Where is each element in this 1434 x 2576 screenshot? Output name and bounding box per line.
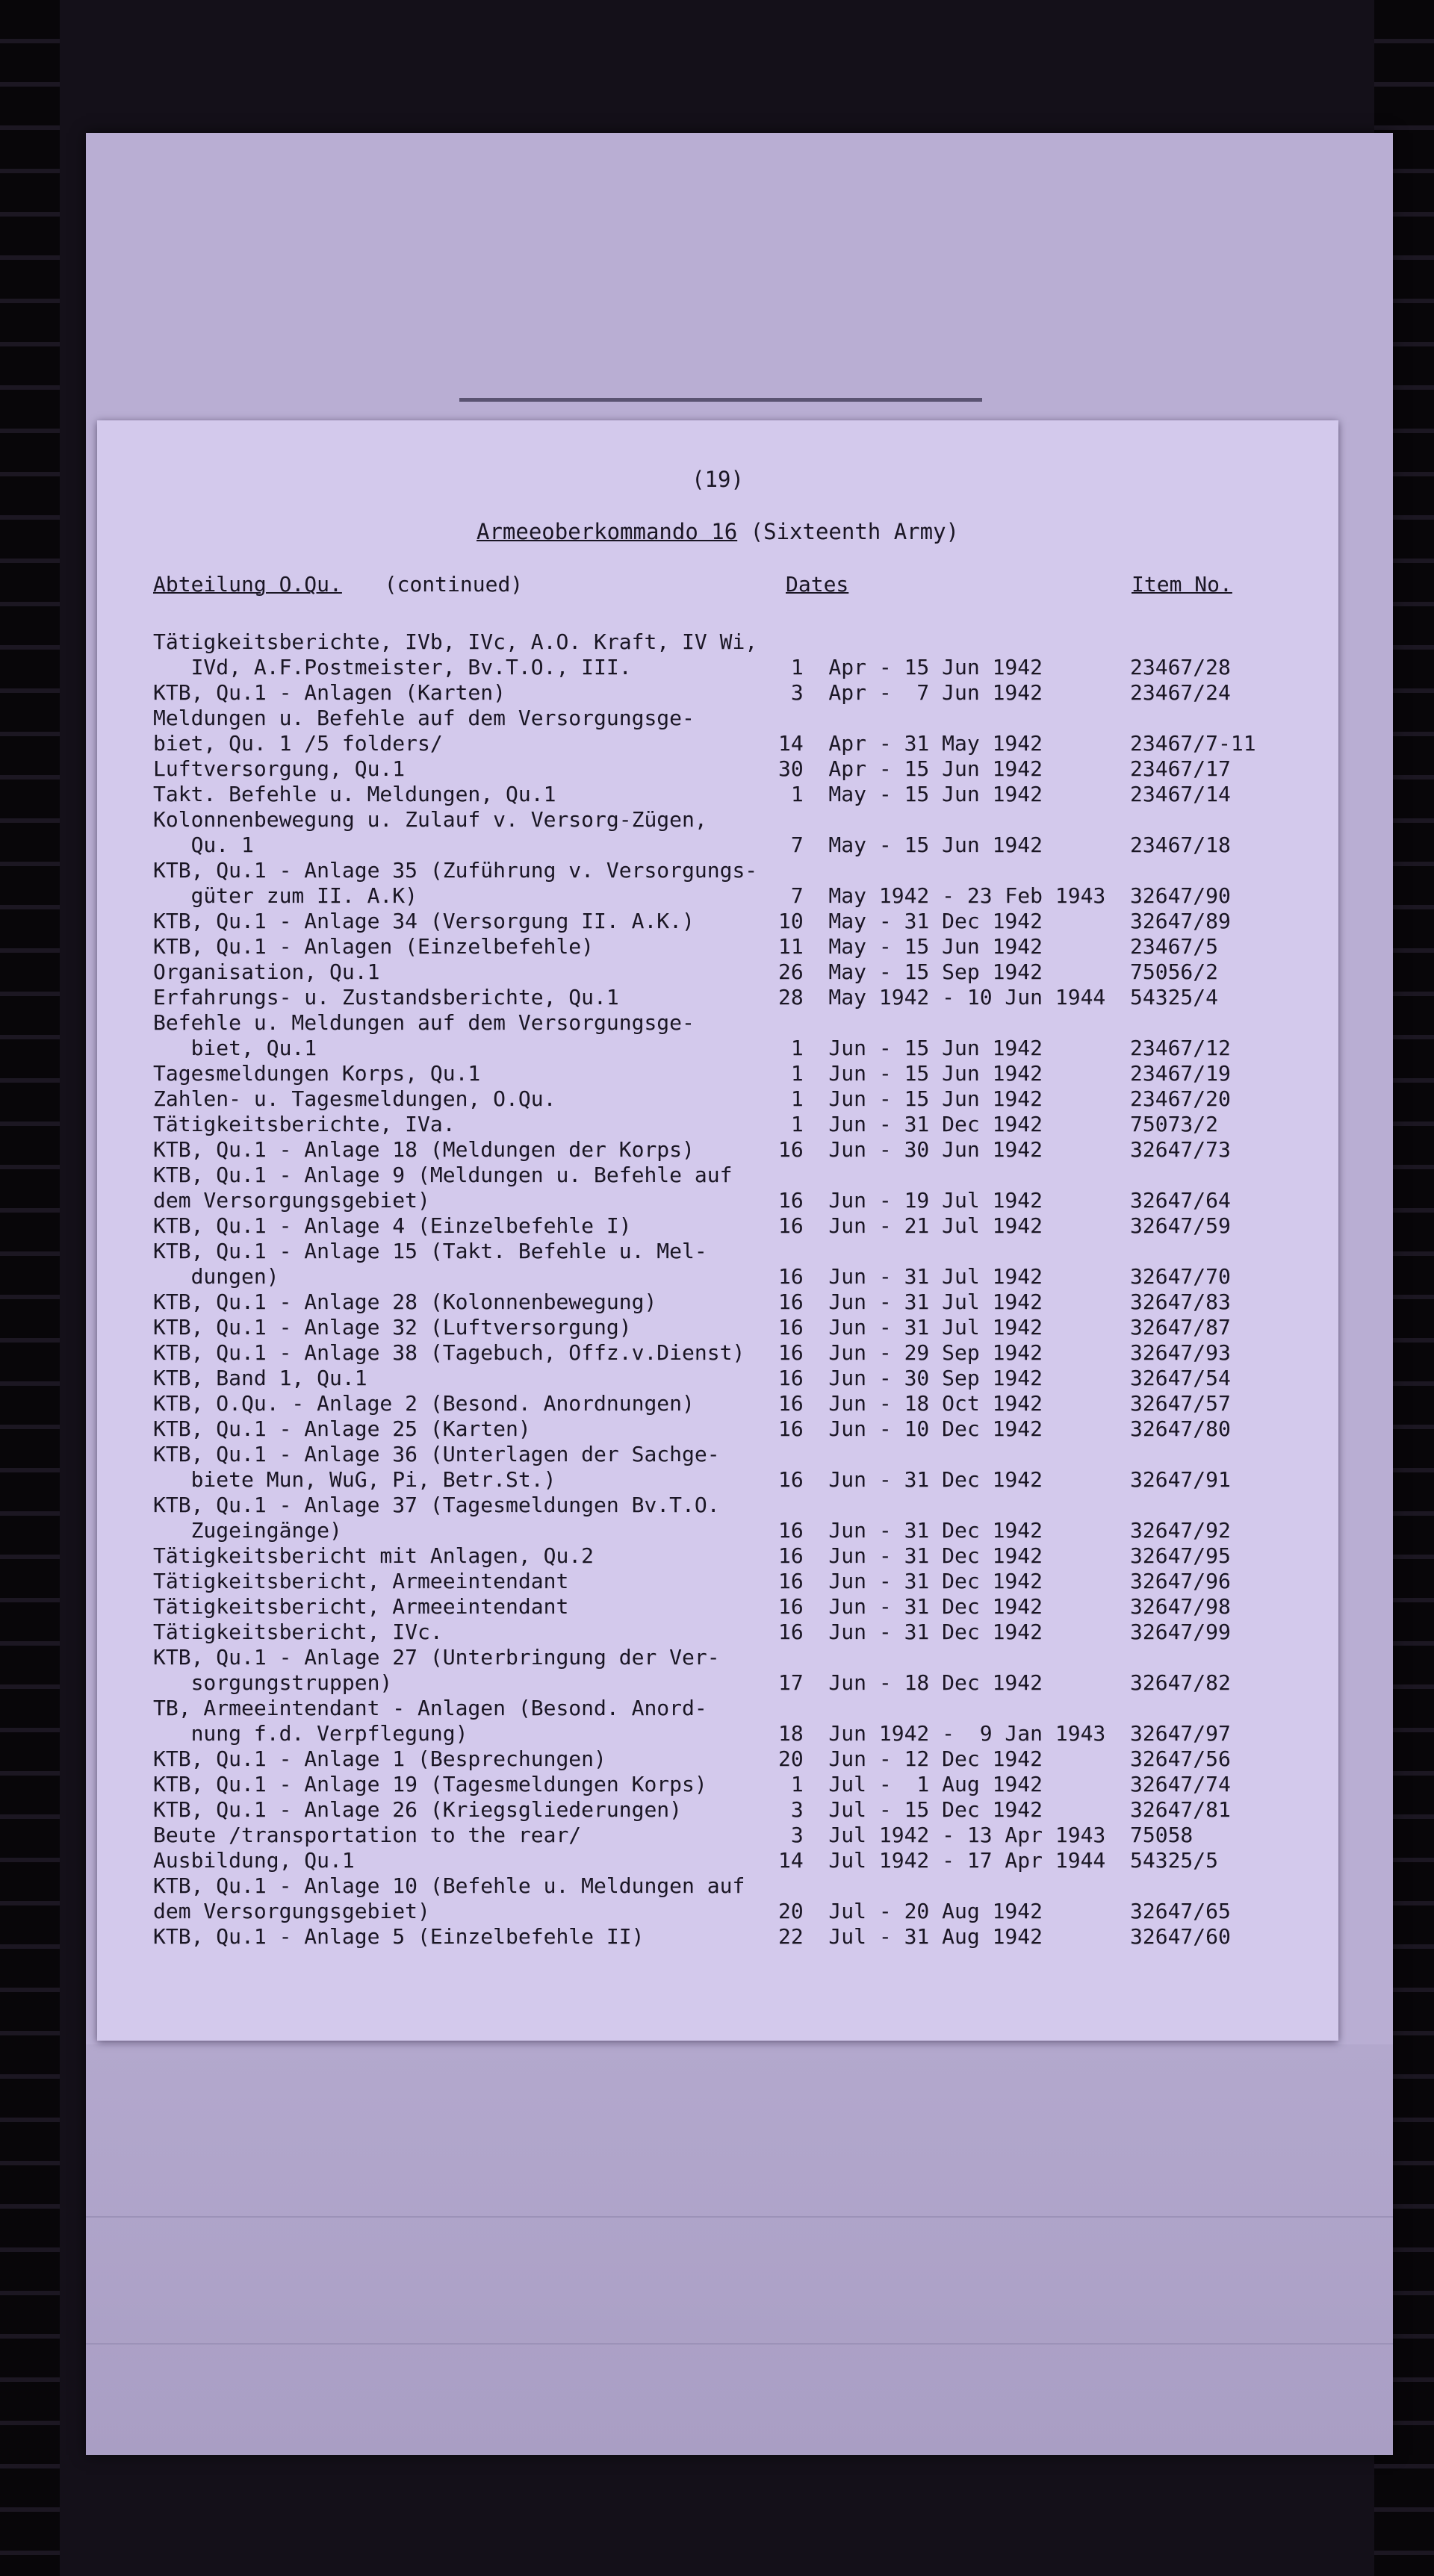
entry-description (153, 1239, 707, 1289)
entry-description-line: Tätigkeitsbericht, IVc. (153, 1620, 443, 1644)
entry-description (153, 629, 757, 680)
entry-description-line: KTB, Qu.1 - Anlage 38 (Tagebuch, Offz.v.Dienst) (153, 1340, 745, 1365)
entry-description-line: Tagesmeldungen Korps, Qu.1 (153, 1061, 481, 1086)
entry-description-line: KTB, Qu.1 - Anlage 10 (Befehle u. Meldungen auf (153, 1873, 745, 1898)
entry-description (153, 807, 707, 858)
list-item (97, 1366, 1338, 1391)
entry-description-line: biete Mun, WuG, Pi, Betr.St.) (153, 1467, 556, 1492)
list-item (97, 1569, 1338, 1594)
entry-description-line: KTB, Qu.1 - Anlage 5 (Einzelbefehle II) (153, 1924, 645, 1949)
entry-description-line: KTB, Qu.1 - Anlage 15 (Takt. Befehle u. Mel- (153, 1239, 707, 1263)
document-page (97, 420, 1338, 2041)
list-item (97, 1848, 1338, 1873)
entry-item-number: 32647/87 (1130, 1315, 1231, 1340)
entry-item-number: 23467/7-11 (1130, 731, 1256, 756)
list-item (97, 1315, 1338, 1340)
entry-description-line: KTB, O.Qu. - Anlage 2 (Besond. Anordnungen) (153, 1391, 695, 1416)
entry-dates: 16 Jun - 10 Dec 1942 (778, 1416, 1043, 1441)
entry-description-line: KTB, Qu.1 - Anlage 1 (Besprechungen) (153, 1746, 606, 1771)
entry-dates: 16 Jun - 31 Dec 1942 (778, 1569, 1043, 1593)
list-item (97, 1061, 1338, 1086)
entry-dates: 16 Jun - 31 Jul 1942 (778, 1264, 1043, 1289)
entry-description-line: güter zum II. A.K) (153, 883, 418, 908)
list-item (97, 1163, 1338, 1213)
entry-description-line: KTB, Qu.1 - Anlage 25 (Karten) (153, 1416, 531, 1441)
entry-description-line: TB, Armeeintendant - Anlagen (Besond. Anord- (153, 1696, 707, 1720)
list-item (97, 1797, 1338, 1823)
entry-item-number: 32647/89 (1130, 909, 1231, 933)
list-item (97, 1442, 1338, 1493)
entry-item-number: 32647/81 (1130, 1797, 1231, 1822)
entry-item-number: 54325/4 (1130, 985, 1219, 1009)
entry-description-line: KTB, Qu.1 - Anlage 18 (Meldungen der Korps) (153, 1137, 695, 1162)
list-item (97, 1137, 1338, 1163)
entry-description-line: KTB, Qu.1 - Anlage 28 (Kolonnenbewegung) (153, 1289, 657, 1314)
entry-description (153, 1061, 480, 1086)
entry-item-number: 32647/54 (1130, 1366, 1231, 1390)
entry-description-line: Tätigkeitsbericht mit Anlagen, Qu.2 (153, 1543, 595, 1568)
entry-dates: 11 May - 15 Jun 1942 (778, 934, 1043, 959)
entry-description (153, 1543, 594, 1569)
list-item (97, 1340, 1338, 1366)
entry-item-number: 32647/64 (1130, 1188, 1231, 1213)
entry-item-number: 75073/2 (1130, 1112, 1219, 1136)
entry-description (153, 1873, 745, 1924)
entry-dates: 16 Jun - 30 Jun 1942 (778, 1137, 1043, 1162)
entry-dates: 3 Jul - 15 Dec 1942 (778, 1797, 1043, 1822)
entry-description-line: KTB, Qu.1 - Anlage 27 (Unterbringung der Ver- (153, 1645, 720, 1670)
entry-item-number: 32647/60 (1130, 1924, 1231, 1949)
entry-item-number: 32647/70 (1130, 1264, 1231, 1289)
entry-dates: 26 May - 15 Sep 1942 (778, 959, 1043, 984)
entry-description (153, 959, 379, 985)
section-label: Abteilung O.Qu. (153, 572, 342, 597)
entry-item-number: 32647/57 (1130, 1391, 1231, 1416)
entry-description (153, 1493, 720, 1543)
entry-description (153, 858, 757, 909)
document-title (97, 519, 1338, 544)
entry-description (153, 1213, 632, 1239)
list-item (97, 1416, 1338, 1442)
entry-dates: 16 Jun - 19 Jul 1942 (778, 1188, 1043, 1213)
entry-description-line: Tätigkeitsberichte, IVa. (153, 1112, 456, 1136)
entry-dates: 16 Jun - 21 Jul 1942 (778, 1213, 1043, 1238)
entry-dates: 3 Apr - 7 Jun 1942 (778, 680, 1043, 705)
entry-description-line: KTB, Qu.1 - Anlage 34 (Versorgung II. A.K.) (153, 909, 695, 933)
entry-dates: 16 Jun - 30 Sep 1942 (778, 1366, 1043, 1390)
entry-description-line: KTB, Qu.1 - Anlage 4 (Einzelbefehle I) (153, 1213, 632, 1238)
list-item (97, 756, 1338, 782)
entry-description (153, 1163, 732, 1213)
entry-dates: 30 Apr - 15 Jun 1942 (778, 756, 1043, 781)
list-item (97, 1493, 1338, 1543)
entry-description-line: Meldungen u. Befehle auf dem Versorgungsge- (153, 706, 695, 730)
entry-dates: 16 Jun - 31 Dec 1942 (778, 1620, 1043, 1644)
entry-dates: 16 Jun - 29 Sep 1942 (778, 1340, 1043, 1365)
entry-item-number: 32647/98 (1130, 1594, 1231, 1619)
entry-dates: 16 Jun - 31 Dec 1942 (778, 1518, 1043, 1543)
entry-dates: 18 Jun 1942 - 9 Jan 1943 (778, 1721, 1106, 1746)
entry-description-line: KTB, Qu.1 - Anlage 32 (Luftversorgung) (153, 1315, 632, 1340)
separator-rule (459, 398, 982, 402)
entry-item-number: 32647/92 (1130, 1518, 1231, 1543)
entry-item-number: 23467/28 (1130, 655, 1231, 679)
fold-line (86, 2216, 1393, 2218)
entry-description (153, 1620, 443, 1645)
list-item (97, 909, 1338, 934)
entry-description-line: Ausbildung, Qu.1 (153, 1848, 355, 1873)
entry-description-line: sorgungstruppen) (153, 1670, 393, 1695)
film-edge-left (0, 0, 60, 2576)
entry-dates: 14 Apr - 31 May 1942 (778, 731, 1043, 756)
entry-description (153, 706, 695, 756)
list-item (97, 1645, 1338, 1696)
entry-dates: 10 May - 31 Dec 1942 (778, 909, 1043, 933)
list-item (97, 1772, 1338, 1797)
entry-description-line: Erfahrungs- u. Zustandsberichte, Qu.1 (153, 985, 619, 1009)
entry-dates: 16 Jun - 18 Oct 1942 (778, 1391, 1043, 1416)
entry-description (153, 1772, 707, 1797)
entry-item-number: 23467/20 (1130, 1086, 1231, 1111)
entry-description-line: dem Versorgungsgebiet) (153, 1899, 430, 1923)
entry-dates: 28 May 1942 - 10 Jun 1944 (778, 985, 1106, 1009)
entry-dates: 17 Jun - 18 Dec 1942 (778, 1670, 1043, 1695)
list-item (97, 1213, 1338, 1239)
entry-item-number: 32647/56 (1130, 1746, 1231, 1771)
entry-item-number: 23467/17 (1130, 756, 1231, 781)
entry-description (153, 1645, 720, 1696)
entry-dates: 1 Jun - 15 Jun 1942 (778, 1061, 1043, 1086)
entry-description (153, 1797, 682, 1823)
entry-item-number: 32647/90 (1130, 883, 1231, 908)
entry-dates: 20 Jul - 20 Aug 1942 (778, 1899, 1043, 1923)
entry-dates: 3 Jul 1942 - 13 Apr 1943 (778, 1823, 1106, 1847)
entry-description (153, 1340, 745, 1366)
entry-dates: 1 May - 15 Jun 1942 (778, 782, 1043, 806)
list-item (97, 934, 1338, 959)
dates-column-header: Dates (786, 572, 849, 597)
list-item (97, 1823, 1338, 1848)
item-column-header: Item No. (1132, 572, 1232, 597)
entry-description-line: Befehle u. Meldungen auf dem Versorgungsge- (153, 1010, 695, 1035)
entry-item-number: 32647/93 (1130, 1340, 1231, 1365)
entry-item-number: 23467/19 (1130, 1061, 1231, 1086)
entry-item-number: 32647/95 (1130, 1543, 1231, 1568)
entry-description-line: KTB, Qu.1 - Anlage 37 (Tagesmeldungen Bv.T.O. (153, 1493, 720, 1517)
entry-dates: 1 Apr - 15 Jun 1942 (778, 655, 1043, 679)
list-item (97, 1289, 1338, 1315)
entry-description-line: biet, Qu. 1 /5 folders/ (153, 731, 443, 756)
entry-dates: 16 Jun - 31 Jul 1942 (778, 1289, 1043, 1314)
entry-dates: 1 Jul - 1 Aug 1942 (778, 1772, 1043, 1796)
entry-description (153, 1848, 355, 1873)
entry-description-line: Zugeingänge) (153, 1518, 342, 1543)
list-item (97, 1924, 1338, 1950)
entry-item-number: 32647/99 (1130, 1620, 1231, 1644)
list-item (97, 1112, 1338, 1137)
list-item (97, 858, 1338, 909)
entry-description (153, 1366, 367, 1391)
entry-item-number: 54325/5 (1130, 1848, 1219, 1873)
entry-description-line: dungen) (153, 1264, 279, 1289)
title-subtitle: (Sixteenth Army) (750, 519, 960, 544)
list-item (97, 782, 1338, 807)
entry-description (153, 985, 619, 1010)
entry-description (153, 680, 506, 706)
entry-description (153, 909, 695, 934)
entry-list (97, 629, 1338, 1950)
entry-description-line: Luftversorgung, Qu.1 (153, 756, 406, 781)
entry-description (153, 1112, 456, 1137)
list-item (97, 985, 1338, 1010)
entry-description (153, 1010, 695, 1061)
entry-item-number: 23467/14 (1130, 782, 1231, 806)
list-item (97, 959, 1338, 985)
entry-description (153, 1924, 644, 1950)
list-item (97, 706, 1338, 756)
entry-description (153, 756, 405, 782)
entry-item-number: 23467/12 (1130, 1036, 1231, 1060)
entry-description (153, 1442, 720, 1493)
entry-description (153, 1594, 568, 1620)
entry-description (153, 1696, 707, 1746)
entry-item-number: 32647/73 (1130, 1137, 1231, 1162)
entry-description-line: KTB, Qu.1 - Anlage 9 (Meldungen u. Befehle auf (153, 1163, 733, 1187)
entry-item-number: 23467/5 (1130, 934, 1219, 959)
entry-dates: 1 Jun - 15 Jun 1942 (778, 1036, 1043, 1060)
entry-description (153, 1746, 606, 1772)
entry-description (153, 1391, 695, 1416)
entry-description (153, 934, 594, 959)
entry-description (153, 1137, 695, 1163)
entry-description-line: KTB, Qu.1 - Anlage 19 (Tagesmeldungen Korps) (153, 1772, 707, 1796)
entry-item-number: 23467/24 (1130, 680, 1231, 705)
list-item (97, 629, 1338, 680)
entry-description (153, 1086, 556, 1112)
entry-description-line: Beute /transportation to the rear/ (153, 1823, 582, 1847)
entry-item-number: 32647/74 (1130, 1772, 1231, 1796)
entry-description-line: KTB, Qu.1 - Anlage 35 (Zuführung v. Versorgungs- (153, 858, 758, 883)
entry-description (153, 1823, 581, 1848)
backing-lower-band (86, 2044, 1393, 2455)
entry-dates: 16 Jun - 31 Dec 1942 (778, 1594, 1043, 1619)
entry-item-number: 32647/91 (1130, 1467, 1231, 1492)
entry-description-line: Tätigkeitsbericht, Armeeintendant (153, 1569, 569, 1593)
list-item (97, 1391, 1338, 1416)
entry-description-line: KTB, Qu.1 - Anlagen (Karten) (153, 680, 506, 705)
entry-item-number: 23467/18 (1130, 833, 1231, 857)
list-item (97, 1594, 1338, 1620)
section-heading (153, 572, 523, 597)
entry-dates: 7 May - 15 Jun 1942 (778, 833, 1043, 857)
entry-description-line: Organisation, Qu.1 (153, 959, 380, 984)
page-number: (19) (692, 467, 744, 492)
entry-description-line: Kolonnenbewegung u. Zulauf v. Versorg-Zügen, (153, 807, 707, 832)
entry-description-line: KTB, Qu.1 - Anlage 26 (Kriegsgliederungen) (153, 1797, 683, 1822)
entry-description-line: Tätigkeitsbericht, Armeeintendant (153, 1594, 569, 1619)
entry-description (153, 1289, 657, 1315)
entry-description-line: KTB, Qu.1 - Anlage 36 (Unterlagen der Sachge- (153, 1442, 720, 1466)
entry-item-number: 32647/97 (1130, 1721, 1231, 1746)
entry-item-number: 32647/83 (1130, 1289, 1231, 1314)
entry-dates: 7 May 1942 - 23 Feb 1943 (778, 883, 1106, 908)
entry-description-line: Qu. 1 (153, 833, 254, 857)
entry-item-number: 32647/59 (1130, 1213, 1231, 1238)
list-item (97, 1239, 1338, 1289)
entry-dates: 14 Jul 1942 - 17 Apr 1944 (778, 1848, 1106, 1873)
entry-item-number: 75056/2 (1130, 959, 1219, 984)
entry-description (153, 1315, 632, 1340)
entry-item-number: 75058 (1130, 1823, 1194, 1847)
entry-description (153, 1416, 531, 1442)
list-item (97, 807, 1338, 858)
entry-dates: 16 Jun - 31 Dec 1942 (778, 1543, 1043, 1568)
list-item (97, 1696, 1338, 1746)
entry-description-line: dem Versorgungsgebiet) (153, 1188, 430, 1213)
entry-description-line: KTB, Band 1, Qu.1 (153, 1366, 367, 1390)
entry-dates: 22 Jul - 31 Aug 1942 (778, 1924, 1043, 1949)
entry-dates: 1 Jun - 31 Dec 1942 (778, 1112, 1043, 1136)
entry-description-line: Takt. Befehle u. Meldungen, Qu.1 (153, 782, 556, 806)
list-item (97, 1620, 1338, 1645)
entry-dates: 16 Jun - 31 Dec 1942 (778, 1467, 1043, 1492)
continued-label: (continued) (384, 572, 524, 597)
list-item (97, 1543, 1338, 1569)
entry-item-number: 32647/80 (1130, 1416, 1231, 1441)
entry-description-line: IVd, A.F.Postmeister, Bv.T.O., III. (153, 655, 632, 679)
entry-dates: 1 Jun - 15 Jun 1942 (778, 1086, 1043, 1111)
title-unit: Armeeoberkommando 16 (476, 519, 738, 544)
entry-description-line: biet, Qu.1 (153, 1036, 317, 1060)
fold-line (86, 2343, 1393, 2345)
entry-dates: 20 Jun - 12 Dec 1942 (778, 1746, 1043, 1771)
entry-item-number: 32647/65 (1130, 1899, 1231, 1923)
list-item (97, 1873, 1338, 1924)
entry-description (153, 1569, 568, 1594)
entry-description-line: Zahlen- u. Tagesmeldungen, O.Qu. (153, 1086, 556, 1111)
entry-item-number: 32647/82 (1130, 1670, 1231, 1695)
entry-description-line: Tätigkeitsberichte, IVb, IVc, A.O. Kraft, IV Wi, (153, 629, 758, 654)
entry-item-number: 32647/96 (1130, 1569, 1231, 1593)
entry-description-line: nung f.d. Verpflegung) (153, 1721, 468, 1746)
list-item (97, 1010, 1338, 1061)
list-item (97, 1746, 1338, 1772)
list-item (97, 680, 1338, 706)
entry-description (153, 782, 556, 807)
entry-description-line: KTB, Qu.1 - Anlagen (Einzelbefehle) (153, 934, 595, 959)
entry-dates: 16 Jun - 31 Jul 1942 (778, 1315, 1043, 1340)
list-item (97, 1086, 1338, 1112)
